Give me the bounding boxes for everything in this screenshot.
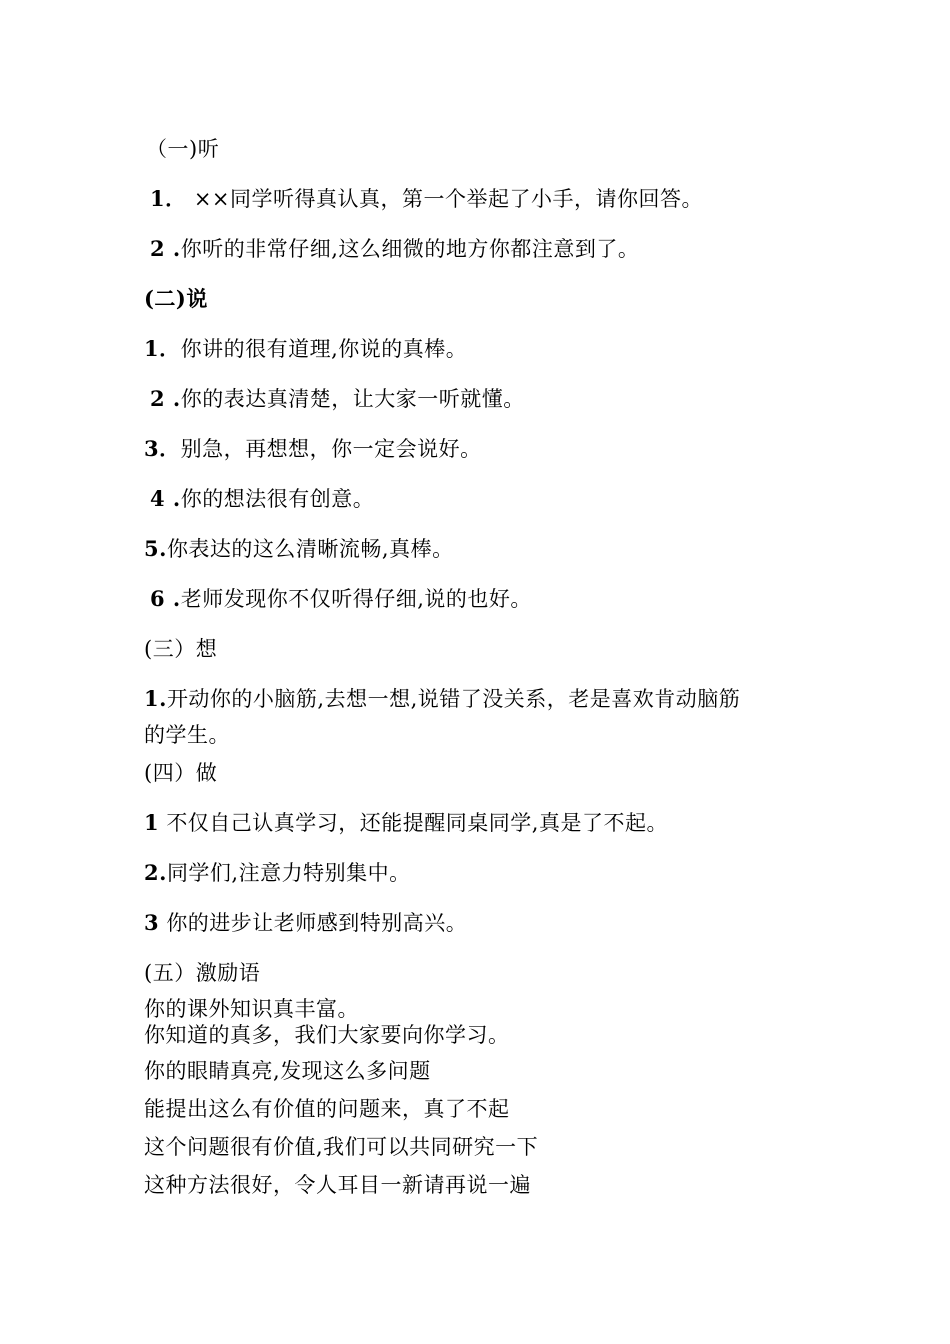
item-number: 2 . xyxy=(150,236,181,261)
item-number: 2 . xyxy=(150,386,181,411)
item-text: 别急，再想想，你一定会说好。 xyxy=(180,437,482,461)
encouragement-line: 能提出这么有价值的问题来，真了不起 xyxy=(144,1097,510,1121)
item-text: 老师发现你不仅听得仔细,说的也好。 xyxy=(180,587,532,611)
encouragement-line: 你的课外知识真丰富。 xyxy=(144,997,359,1021)
encouragement-line: 这个问题很有价值,我们可以共同研究一下 xyxy=(144,1135,539,1159)
list-item xyxy=(144,860,411,886)
item-number: 1． xyxy=(144,336,181,361)
section-heading-do: (四）做 xyxy=(144,761,218,785)
list-item xyxy=(150,486,374,512)
item-number: 2. xyxy=(144,860,167,885)
encouragement-line: 你知道的真多，我们大家要向你学习。 xyxy=(144,1023,510,1047)
section-heading-listen: （一)听 xyxy=(146,137,220,161)
list-item xyxy=(150,186,703,212)
item-text: 不仅自己认真学习，还能提醒同桌同学,真是了不起。 xyxy=(166,811,668,835)
item-text: 你的想法很有创意。 xyxy=(180,487,375,511)
list-item xyxy=(144,810,668,836)
item-number: 1. xyxy=(144,686,167,711)
item-text: 你的进步让老师感到特别高兴。 xyxy=(166,911,468,935)
list-item xyxy=(150,236,639,262)
item-number: 1． xyxy=(150,186,187,211)
section-heading-speak: (二)说 xyxy=(144,286,208,311)
encouragement-line: 这种方法很好，令人耳目一新请再说一遍 xyxy=(144,1173,531,1197)
item-text: 开动你的小脑筋,去想一想,说错了没关系，老是喜欢肯动脑筋 xyxy=(166,687,741,711)
list-item xyxy=(144,336,467,362)
section-heading-think: (三）想 xyxy=(144,637,218,661)
list-item xyxy=(144,436,482,462)
list-item xyxy=(144,686,740,712)
item-number: 1 xyxy=(144,810,160,835)
item-text: 你表达的这么清晰流畅,真棒。 xyxy=(166,537,454,561)
item-text: 你讲的很有道理,你说的真棒。 xyxy=(180,337,468,361)
list-item-continuation: 的学生。 xyxy=(144,723,230,747)
item-number: 6 . xyxy=(150,586,181,611)
list-item xyxy=(150,386,525,412)
list-item xyxy=(144,910,467,936)
item-text: 同学们,注意力特别集中。 xyxy=(166,861,411,885)
item-number: 3． xyxy=(144,436,181,461)
item-number: 4 . xyxy=(150,486,181,511)
list-item xyxy=(144,536,454,562)
encouragement-line: 你的眼睛真亮,发现这么多问题 xyxy=(144,1059,431,1083)
item-number: 5. xyxy=(144,536,167,561)
item-text: 你听的非常仔细,这么细微的地方你都注意到了。 xyxy=(180,237,640,261)
item-text: ××同学听得真认真，第一个举起了小手，请你回答。 xyxy=(193,187,704,211)
item-number: 3 xyxy=(144,910,160,935)
section-heading-encouragement: (五）激励语 xyxy=(144,961,261,985)
item-text: 你的表达真清楚，让大家一听就懂。 xyxy=(180,387,525,411)
list-item xyxy=(150,586,532,612)
